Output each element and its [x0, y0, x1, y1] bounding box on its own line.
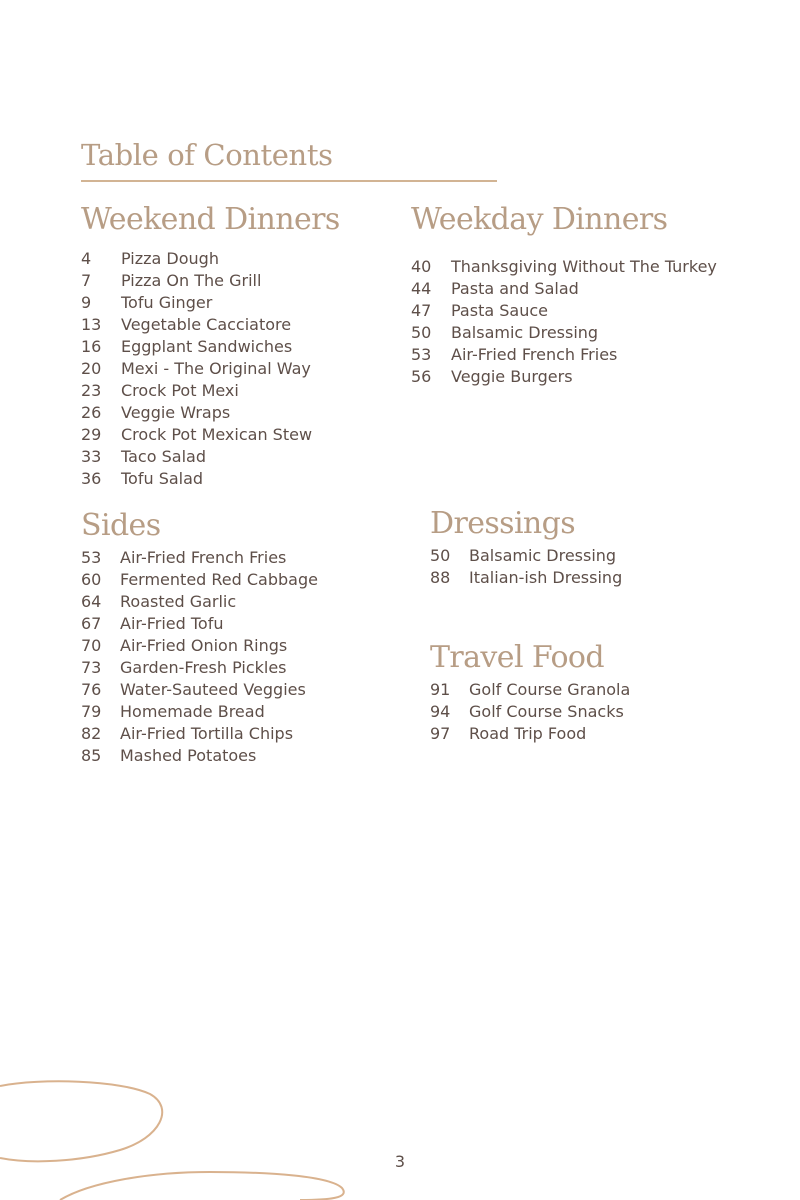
toc-entry — [411, 278, 751, 300]
entry-title: Crock Pot Mexican Stew — [121, 425, 313, 444]
toc-entry — [81, 402, 421, 424]
entry-page-number: 56 — [411, 367, 432, 386]
toc-entry — [411, 300, 751, 322]
entry-title: Tofu Ginger — [121, 293, 213, 312]
entry-page-number: 16 — [81, 337, 102, 356]
toc-entry — [81, 613, 421, 635]
toc-entry — [81, 591, 421, 613]
entry-title: Tofu Salad — [121, 469, 204, 488]
toc-entry — [81, 358, 421, 380]
entry-title: Balsamic Dressing — [451, 323, 599, 342]
toc-entry — [430, 723, 770, 745]
entry-page-number: 97 — [430, 724, 451, 743]
toc-entry — [81, 314, 421, 336]
toc-entry — [81, 424, 421, 446]
entry-page-number: 7 — [81, 271, 92, 290]
section-title: Weekday Dinners — [411, 202, 668, 237]
toc-entry — [81, 446, 421, 468]
entry-page-number: 85 — [81, 746, 102, 765]
entry-page-number: 9 — [81, 293, 92, 312]
entry-page-number: 4 — [81, 249, 92, 268]
toc-entry — [81, 723, 421, 745]
toc-entry — [81, 292, 421, 314]
entry-title: Road Trip Food — [469, 724, 587, 743]
toc-entry — [81, 248, 421, 270]
entry-title: Veggie Burgers — [451, 367, 573, 386]
title-divider — [81, 180, 497, 182]
entry-page-number: 70 — [81, 636, 102, 655]
entry-page-number: 60 — [81, 570, 102, 589]
entry-list — [430, 679, 770, 745]
entry-page-number: 76 — [81, 680, 102, 699]
entry-page-number: 13 — [81, 315, 102, 334]
toc-entry — [411, 366, 751, 388]
entry-page-number: 53 — [411, 345, 432, 364]
entry-title: Balsamic Dressing — [469, 546, 617, 565]
entry-title: Homemade Bread — [120, 702, 265, 721]
toc-entry — [81, 547, 421, 569]
toc-entry — [430, 679, 770, 701]
toc-entry — [411, 256, 751, 278]
section-travel-food — [430, 641, 770, 745]
entry-title: Pizza Dough — [121, 249, 219, 268]
entry-page-number: 94 — [430, 702, 451, 721]
entry-title: Italian-ish Dressing — [469, 568, 623, 587]
entry-title: Air-Fried Tortilla Chips — [120, 724, 294, 743]
entry-list — [430, 545, 770, 589]
entry-title: Vegetable Cacciatore — [121, 315, 292, 334]
toc-entry — [81, 380, 421, 402]
entry-list — [411, 256, 751, 388]
page-title: Table of Contents — [81, 138, 333, 172]
toc-entry — [411, 344, 751, 366]
toc-entry — [81, 635, 421, 657]
entry-page-number: 82 — [81, 724, 102, 743]
entry-page-number: 29 — [81, 425, 102, 444]
entry-title: Pasta and Salad — [451, 279, 579, 298]
toc-entry — [81, 679, 421, 701]
entry-page-number: 20 — [81, 359, 102, 378]
entry-title: Fermented Red Cabbage — [120, 570, 318, 589]
entry-title: Mexi - The Original Way — [121, 359, 311, 378]
page-number: 3 — [394, 1152, 406, 1171]
section-title: Weekend Dinners — [81, 202, 340, 237]
entry-list — [81, 248, 421, 490]
entry-title: Garden-Fresh Pickles — [120, 658, 287, 677]
toc-entry — [430, 567, 770, 589]
entry-page-number: 91 — [430, 680, 451, 699]
entry-title: Water-Sauteed Veggies — [120, 680, 306, 699]
section-title: Dressings — [430, 506, 576, 541]
entry-title: Air-Fried French Fries — [120, 548, 287, 567]
entry-page-number: 44 — [411, 279, 432, 298]
entry-page-number: 79 — [81, 702, 102, 721]
section-sides — [81, 509, 421, 767]
entry-page-number: 64 — [81, 592, 102, 611]
entry-title: Air-Fried Onion Rings — [120, 636, 288, 655]
entry-title: Eggplant Sandwiches — [121, 337, 293, 356]
toc-entry — [81, 657, 421, 679]
entry-page-number: 26 — [81, 403, 102, 422]
entry-title: Mashed Potatoes — [120, 746, 257, 765]
entry-page-number: 47 — [411, 301, 432, 320]
entry-list — [81, 547, 421, 767]
entry-title: Taco Salad — [121, 447, 206, 466]
section-dressings — [430, 507, 770, 589]
entry-title: Golf Course Snacks — [469, 702, 624, 721]
toc-entry — [81, 745, 421, 767]
section-title: Travel Food — [430, 640, 604, 675]
section-weekend-dinners — [81, 203, 421, 490]
entry-page-number: 73 — [81, 658, 102, 677]
toc-entry — [81, 270, 421, 292]
toc-entry — [411, 322, 751, 344]
decorative-swirl — [0, 1060, 360, 1200]
toc-entry — [430, 701, 770, 723]
entry-title: Thanksgiving Without The Turkey — [451, 257, 717, 276]
toc-entry — [430, 545, 770, 567]
toc-entry — [81, 701, 421, 723]
entry-page-number: 36 — [81, 469, 102, 488]
toc-entry — [81, 336, 421, 358]
entry-page-number: 33 — [81, 447, 102, 466]
entry-title: Golf Course Granola — [469, 680, 631, 699]
section-title: Sides — [81, 508, 161, 543]
entry-page-number: 53 — [81, 548, 102, 567]
entry-page-number: 50 — [430, 546, 451, 565]
entry-page-number: 88 — [430, 568, 451, 587]
toc-entry — [81, 569, 421, 591]
entry-page-number: 40 — [411, 257, 432, 276]
entry-title: Pizza On The Grill — [121, 271, 262, 290]
entry-title: Pasta Sauce — [451, 301, 548, 320]
entry-title: Air-Fried French Fries — [451, 345, 618, 364]
entry-title: Roasted Garlic — [120, 592, 237, 611]
entry-title: Crock Pot Mexi — [121, 381, 239, 400]
entry-title: Veggie Wraps — [121, 403, 231, 422]
entry-page-number: 67 — [81, 614, 102, 633]
section-weekday-dinners — [411, 203, 751, 388]
entry-page-number: 23 — [81, 381, 102, 400]
toc-entry — [81, 468, 421, 490]
entry-page-number: 50 — [411, 323, 432, 342]
entry-title: Air-Fried Tofu — [120, 614, 224, 633]
